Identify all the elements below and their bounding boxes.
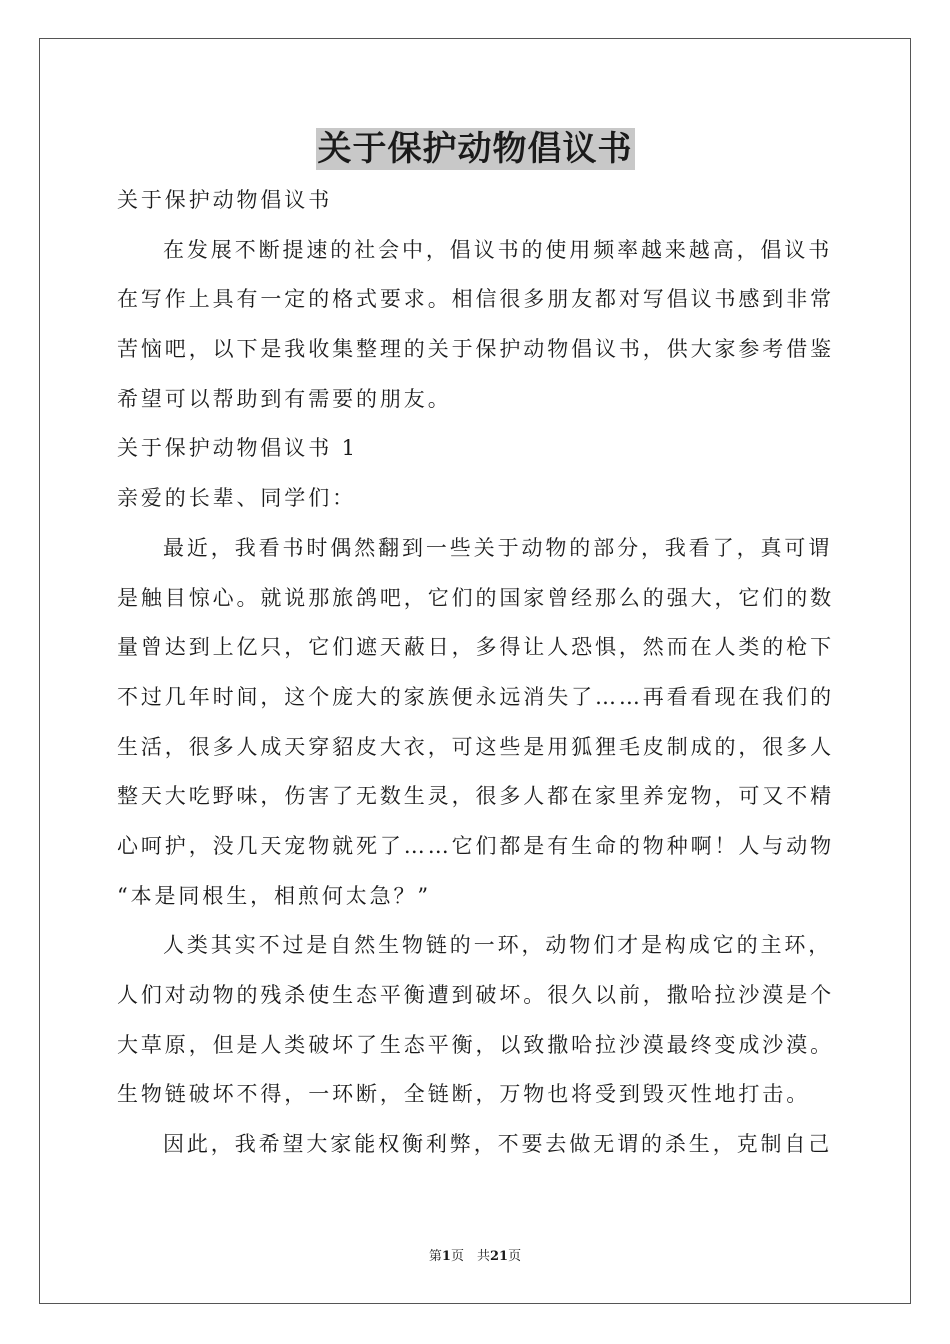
paragraph-line: 人类其实不过是自然生物链的一环，动物们才是构成它的主环， (163, 933, 833, 958)
paragraph-line: 不过几年时间，这个庞大的家族便永远消失了……再看看现在我们的 (117, 684, 834, 709)
paragraph-line: 生物链破坏不得，一环断，全链断，万物也将受到毁灭性地打击。 (117, 1082, 811, 1107)
document-title: 关于保护动物倡议书 (317, 129, 633, 169)
paragraph-line: 苦恼吧，以下是我收集整理的关于保护动物倡议书，供大家参考借鉴 (117, 337, 834, 362)
paragraph-line: 人们对动物的残杀使生态平衡遭到破坏。很久以前，撒哈拉沙漠是个 (117, 983, 834, 1007)
paragraph-line: 心呵护，没几天宠物就死了……它们都是有生命的物种啊！人与动物 (117, 833, 834, 858)
footer-prefix: 第 (428, 1249, 442, 1264)
footer-suffix: 页 (508, 1249, 522, 1264)
paragraph-line: 整天大吃野味，伤害了无数生灵，很多人都在家里养宠物，可又不精 (117, 784, 834, 809)
paragraph-line: 是触目惊心。就说那旅鸽吧，它们的国家曾经那么的强大，它们的数 (117, 585, 834, 610)
paragraph-line: 量曾达到上亿只，它们遮天蔽日，多得让人恐惧，然而在人类的枪下 (117, 635, 834, 660)
paragraph-line: 希望可以帮助到有需要的朋友。 (117, 386, 452, 411)
page-footer (0, 1248, 950, 1266)
paragraph-line: 大草原，但是人类破坏了生态平衡，以致撒哈拉沙漠最终变成沙漠。 (117, 1032, 834, 1057)
paragraph-line: 生活，很多人成天穿貂皮大衣，可这些是用狐狸毛皮制成的，很多人 (117, 734, 834, 759)
salutation: 亲爱的长辈、同学们： (117, 486, 356, 511)
section-heading: 关于保护动物倡议书 1 (117, 436, 358, 461)
paragraph-line: “本是同根生，相煎何太急？” (117, 883, 432, 908)
paragraph-line: 在写作上具有一定的格式要求。相信很多朋友都对写倡议书感到非常 (117, 287, 834, 312)
paragraph-line: 在发展不断提速的社会中，倡议书的使用频率越来越高，倡议书 (163, 237, 833, 262)
current-page-number: 1 (441, 1249, 451, 1264)
title-container (0, 128, 950, 170)
paragraph-line: 最近，我看书时偶然翻到一些关于动物的部分，我看了，真可谓 (163, 535, 833, 560)
subtitle-line: 关于保护动物倡议书 (117, 188, 333, 212)
total-page-count: 21 (489, 1249, 509, 1264)
document-body (117, 176, 833, 1170)
paragraph-line: 因此，我希望大家能权衡利弊，不要去做无谓的杀生，克制自己 (163, 1132, 833, 1157)
footer-mid: 页 共 (450, 1249, 490, 1264)
